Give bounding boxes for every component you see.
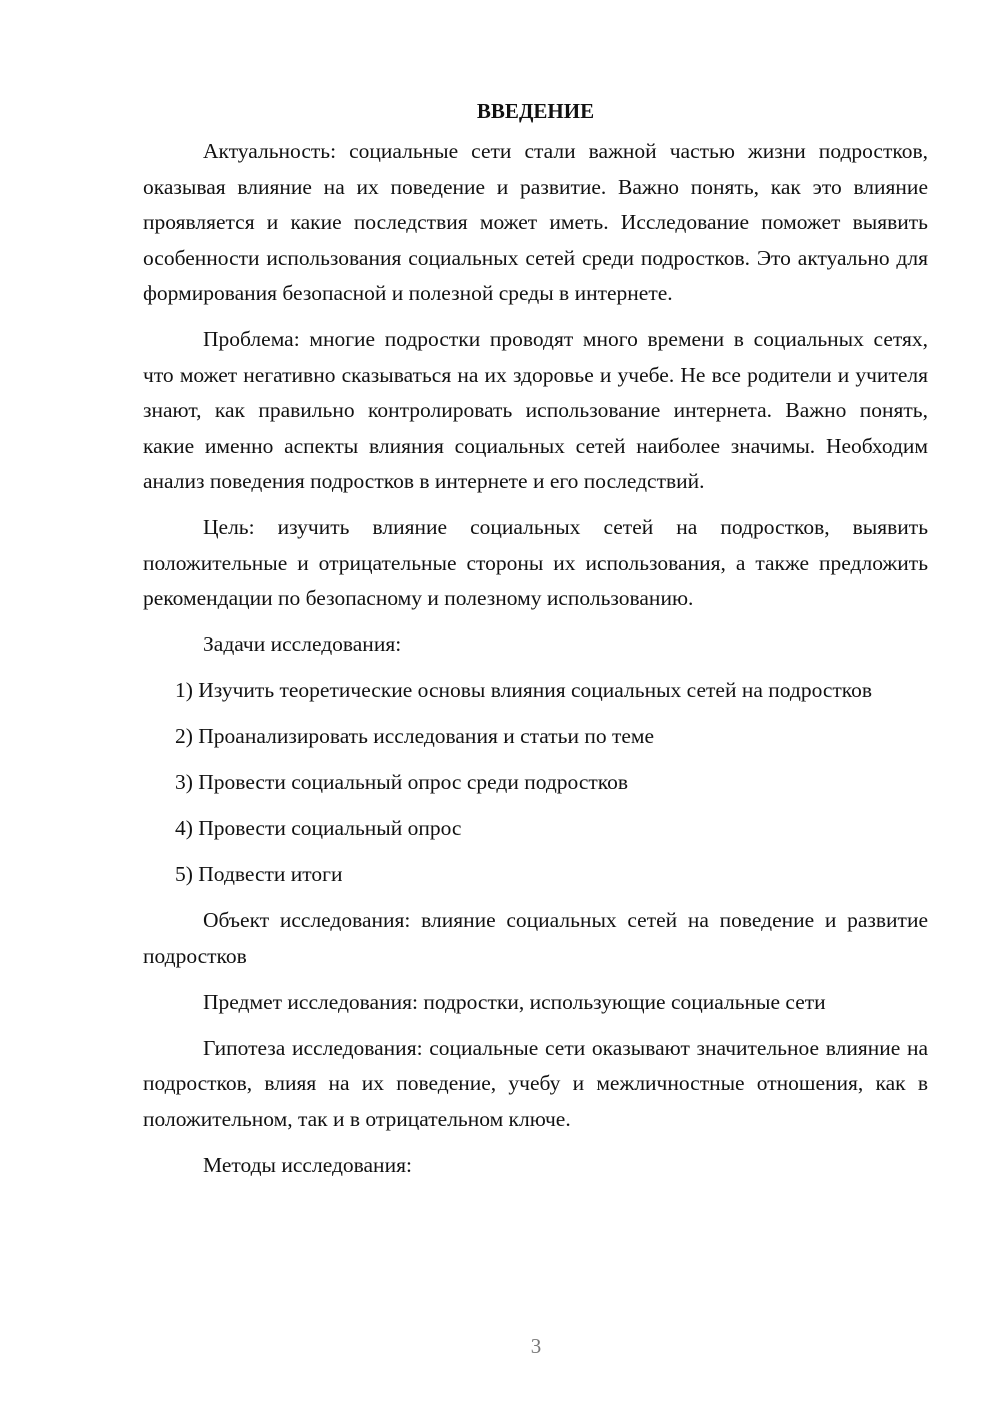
task-item: 2) Проанализировать исследования и статьи по теме — [175, 724, 655, 748]
paragraph-hypothesis: Гипотеза исследования: социальные сети оказывают значительное влияние на подростков, влияя на их поведение, учебу и межличностные отношения, как в положительном, так и в отрицательном ключе. — [143, 1035, 928, 1131]
paragraph-goal: Цель: изучить влияние социальных сетей на подростков, выявить положительные и отрицательные стороны их использования, а также предложить рекомендации по безопасному и полезному использованию. — [143, 515, 928, 610]
paragraph-subject: Предмет исследования: подростки, использующие социальные сети — [203, 989, 826, 1014]
paragraph-object: Объект исследования: влияние социальных сетей на поведение и развитие подростков — [143, 908, 928, 968]
methods-heading: Методы исследования: — [203, 1152, 412, 1177]
page-title: ВВЕДЕНИЕ — [476, 99, 595, 123]
page-content — [143, 96, 928, 1194]
task-item: 5) Подвести итоги — [175, 862, 343, 886]
paragraph-relevance: Актуальность: социальные сети стали важной частью жизни подростков, оказывая влияние на их поведение и развитие. Важно понять, как это влияние проявляется и какие последствия может иметь. Исследование поможет выявить особенности использования социальных сетей среди подростков. Это актуально для формирования безопасной и полезной среды в интернете. — [143, 139, 928, 305]
task-item: 3) Провести социальный опрос среди подростков — [175, 770, 629, 794]
task-item: 4) Провести социальный опрос — [175, 816, 462, 840]
paragraph-problem: Проблема: многие подростки проводят много времени в социальных сетях, что может негативно сказываться на их здоровье и учебе. Не все родители и учителя знают, как правильно контролировать использование интернета. Важно понять, какие именно аспекты влияния социальных сетей наиболее значимы. Необходим анализ поведения подростков в интернете и его последствий. — [143, 327, 928, 493]
tasks-heading: Задачи исследования: — [203, 632, 402, 656]
page-number: 3 — [530, 1334, 542, 1358]
task-item: 1) Изучить теоретические основы влияния социальных сетей на подростков — [175, 678, 873, 702]
